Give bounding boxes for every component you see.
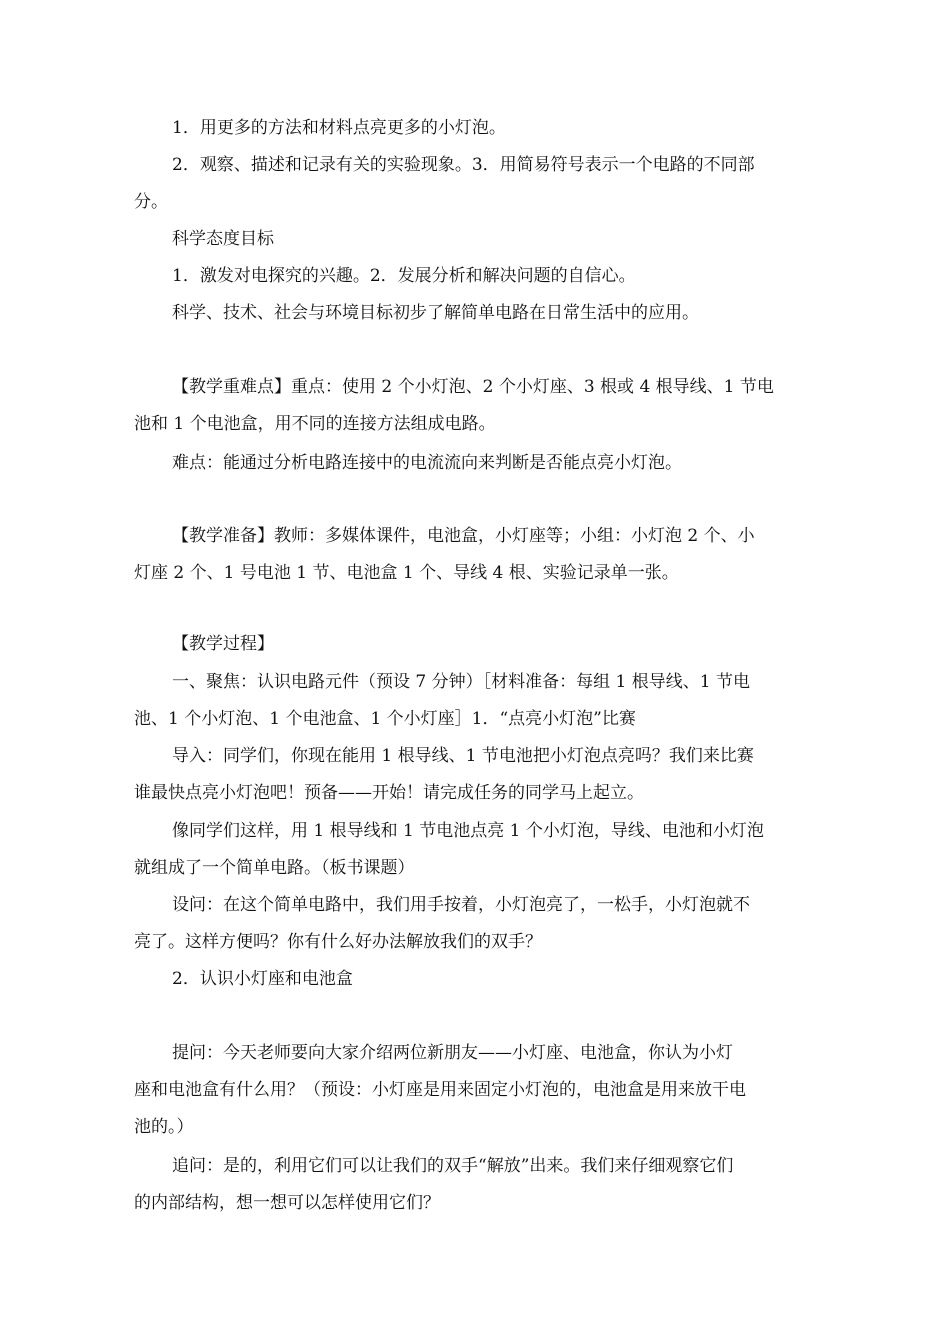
step-1-cont: 池、1 个小灯泡、1 个电池盒、1 个小灯座］1．“点亮小灯泡”比赛	[134, 709, 636, 729]
skill-item-2: 2．观察、描述和记录有关的实验现象。3．用简易符号表示一个电路的不同部	[172, 155, 755, 175]
question: 设问：在这个简单电路中，我们用手按着，小灯泡亮了，一松手，小灯泡就不	[172, 895, 750, 915]
ask-cont-1: 座和电池盒有什么用？（预设：小灯座是用来固定小灯泡的，电池盒是用来放干电	[134, 1080, 746, 1100]
skill-item-1: 1．用更多的方法和材料点亮更多的小灯泡。	[172, 118, 506, 138]
step-1: 一、聚焦：认识电路元件（预设 7 分钟）［材料准备：每组 1 根导线、1 节电	[172, 672, 750, 692]
sts-goal: 科学、技术、社会与环境目标初步了解简单电路在日常生活中的应用。	[172, 303, 699, 323]
follow-up-cont: 的内部结构，想一想可以怎样使用它们？	[134, 1193, 440, 1213]
key-points: 【教学重难点】重点：使用 2 个小灯泡、2 个小灯座、3 根或 4 根导线、1 节电	[172, 377, 774, 397]
ask-cont-2: 池的。）	[134, 1117, 194, 1137]
ask: 提问：今天老师要向大家介绍两位新朋友——小灯座、电池盒，你认为小灯	[172, 1043, 733, 1063]
question-cont: 亮了。这样方便吗？你有什么好办法解放我们的双手？	[134, 932, 542, 952]
intro-cont: 谁最快点亮小灯泡吧！预备——开始！请完成任务的同学马上起立。	[134, 783, 644, 803]
simple-circuit-cont: 就组成了一个简单电路。（板书课题）	[134, 858, 415, 878]
attitude-items: 1．激发对电探究的兴趣。2．发展分析和解决问题的自信心。	[172, 266, 636, 286]
skill-item-2-cont: 分。	[134, 192, 168, 212]
difficulty: 难点：能通过分析电路连接中的电流流向来判断是否能点亮小灯泡。	[172, 453, 682, 473]
intro: 导入：同学们，你现在能用 1 根导线、1 节电池把小灯泡点亮吗？我们来比赛	[172, 746, 754, 766]
preparation: 【教学准备】教师：多媒体课件，电池盒，小灯座等；小组：小灯泡 2 个、小	[172, 526, 755, 546]
simple-circuit: 像同学们这样，用 1 根导线和 1 节电池点亮 1 个小灯泡，导线、电池和小灯泡	[172, 821, 764, 841]
key-points-cont: 池和 1 个电池盒，用不同的连接方法组成电路。	[134, 414, 496, 434]
process-heading: 【教学过程】	[172, 634, 274, 654]
preparation-cont: 灯座 2 个、1 号电池 1 节、电池盒 1 个、导线 4 根、实验记录单一张。	[134, 563, 679, 583]
attitude-heading: 科学态度目标	[172, 229, 274, 249]
follow-up: 追问：是的，利用它们可以让我们的双手“解放”出来。我们来仔细观察它们	[172, 1156, 734, 1176]
step-2: 2．认识小灯座和电池盒	[172, 969, 353, 989]
